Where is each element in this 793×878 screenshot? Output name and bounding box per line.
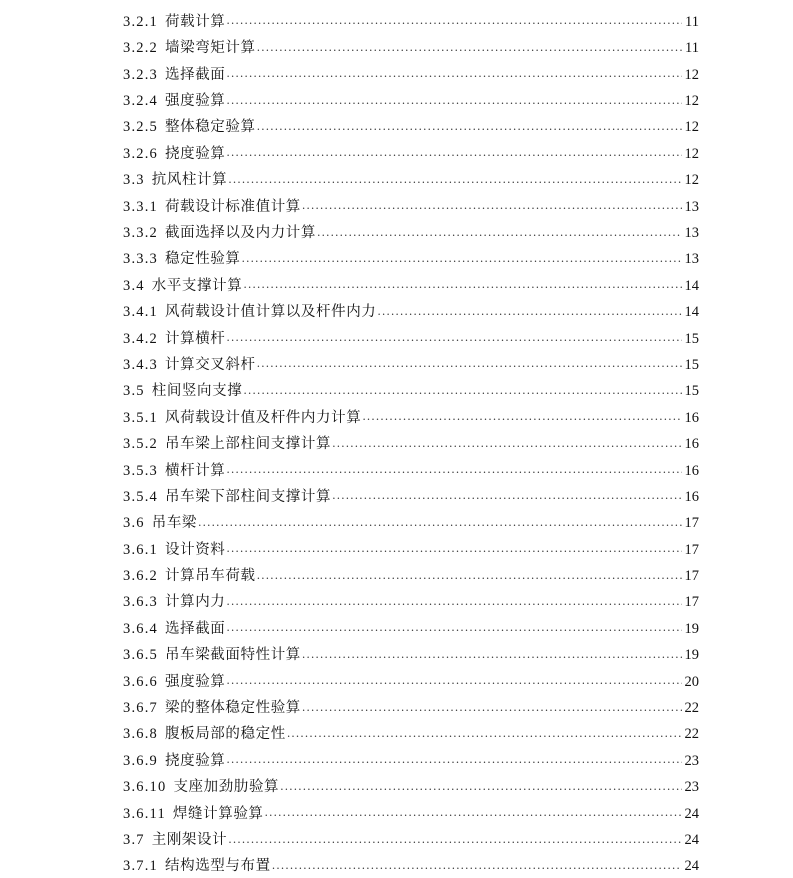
- dot-leader: [226, 754, 682, 765]
- section-title: 腹板局部的稳定性: [165, 726, 286, 743]
- dot-leader: [226, 15, 682, 26]
- section-title: 吊车梁: [151, 515, 198, 532]
- section-number: 3.5.1: [123, 409, 158, 426]
- dot-leader: [226, 543, 682, 554]
- toc-entry[interactable]: [123, 346, 699, 372]
- dot-leader: [362, 411, 682, 422]
- section-number: 3.6.7: [123, 700, 158, 717]
- dot-leader: [242, 253, 683, 264]
- section-title: 荷载计算: [165, 13, 226, 30]
- page-number: 22: [684, 726, 699, 743]
- toc-entry[interactable]: [123, 821, 699, 847]
- dot-leader: [302, 200, 682, 211]
- section-title: 吊车梁下部柱间支撑计算: [165, 488, 332, 505]
- section-number: 3.4.2: [123, 330, 158, 347]
- toc-entry[interactable]: [123, 399, 699, 425]
- page-number: 11: [685, 40, 699, 57]
- section-number: 3.6.10: [123, 779, 167, 796]
- page-number: 12: [684, 93, 699, 110]
- toc-entry[interactable]: [123, 82, 699, 108]
- dot-leader: [226, 464, 682, 475]
- dot-leader: [265, 807, 682, 818]
- page-number: 11: [685, 13, 699, 30]
- dot-leader: [257, 358, 682, 369]
- page-number: 17: [684, 541, 699, 558]
- section-number: 3.3.3: [123, 251, 158, 268]
- dot-leader: [226, 332, 682, 343]
- page-number: 17: [684, 594, 699, 611]
- toc-entry[interactable]: [123, 29, 699, 55]
- toc-entry[interactable]: [123, 241, 699, 267]
- toc-entry[interactable]: [123, 267, 699, 293]
- section-number: 3.5: [123, 383, 145, 400]
- page-number: 12: [684, 145, 699, 162]
- toc-entry[interactable]: [123, 372, 699, 398]
- toc-entry[interactable]: [123, 742, 699, 768]
- page-number: 16: [684, 462, 699, 479]
- dot-leader: [226, 147, 682, 158]
- section-number: 3.5.4: [123, 488, 158, 505]
- section-number: 3.4: [123, 277, 145, 294]
- section-title: 梁的整体稳定性验算: [165, 700, 301, 717]
- page-number: 12: [684, 66, 699, 83]
- page-number: 17: [684, 568, 699, 585]
- section-title: 焊缝计算验算: [172, 805, 264, 822]
- section-title: 柱间竖向支撑: [151, 383, 243, 400]
- section-title: 横杆计算: [165, 462, 226, 479]
- toc-entry[interactable]: [123, 848, 699, 874]
- section-title: 截面选择以及内力计算: [165, 225, 316, 242]
- section-title: 支座加劲肋验算: [173, 779, 280, 796]
- page-number: 23: [684, 779, 699, 796]
- section-title: 风荷载设计值计算以及杆件内力: [165, 304, 377, 321]
- section-title: 吊车梁上部柱间支撑计算: [165, 436, 332, 453]
- page-number: 14: [684, 277, 699, 294]
- section-title: 整体稳定验算: [165, 119, 256, 136]
- dot-leader: [317, 227, 682, 238]
- page-number: 19: [684, 647, 699, 664]
- section-number: 3.2.6: [123, 145, 158, 162]
- toc-entry[interactable]: [123, 716, 699, 742]
- section-title: 风荷载设计值及杆件内力计算: [165, 409, 362, 426]
- page-number: 24: [684, 805, 699, 822]
- toc-entry[interactable]: [123, 3, 699, 29]
- page-number: 20: [684, 673, 699, 690]
- section-number: 3.3.1: [123, 198, 158, 215]
- toc-entry[interactable]: [123, 689, 699, 715]
- toc-entry[interactable]: [123, 320, 699, 346]
- dot-leader: [287, 728, 682, 739]
- section-title: 计算横杆: [165, 330, 226, 347]
- dot-leader: [198, 517, 682, 528]
- toc-entry[interactable]: [123, 293, 699, 319]
- dot-leader: [226, 622, 682, 633]
- dot-leader: [226, 675, 682, 686]
- page-number: 13: [684, 251, 699, 268]
- section-number: 3.2.2: [123, 40, 158, 57]
- page-number: 23: [684, 752, 699, 769]
- page-number: 16: [684, 488, 699, 505]
- dot-leader: [226, 596, 682, 607]
- dot-leader: [377, 306, 682, 317]
- page-number: 16: [684, 436, 699, 453]
- page-number: 17: [684, 515, 699, 532]
- page-number: 12: [684, 172, 699, 189]
- dot-leader: [243, 279, 682, 290]
- dot-leader: [257, 570, 682, 581]
- section-number: 3.2.5: [123, 119, 158, 136]
- page-number: 12: [684, 119, 699, 136]
- page-number: 13: [684, 225, 699, 242]
- section-title: 抗风柱计算: [151, 172, 228, 189]
- toc-entry[interactable]: [123, 531, 699, 557]
- section-number: 3.5.3: [123, 462, 158, 479]
- dot-leader: [302, 649, 682, 660]
- section-title: 吊车梁截面特性计算: [165, 647, 301, 664]
- toc-entry[interactable]: [123, 557, 699, 583]
- section-number: 3.6.11: [123, 805, 166, 822]
- section-title: 墙梁弯矩计算: [165, 40, 256, 57]
- section-number: 3.6.4: [123, 620, 158, 637]
- page-number: 15: [684, 356, 699, 373]
- section-title: 挠度验算: [165, 145, 226, 162]
- section-title: 计算内力: [165, 594, 226, 611]
- toc-entry[interactable]: [123, 610, 699, 636]
- dot-leader: [332, 490, 682, 501]
- page-number: 14: [684, 304, 699, 321]
- toc-entry[interactable]: [123, 161, 699, 187]
- section-number: 3.2.3: [123, 66, 158, 83]
- page-number: 15: [684, 383, 699, 400]
- page-number: 19: [684, 620, 699, 637]
- dot-leader: [243, 385, 682, 396]
- page-number: 16: [684, 409, 699, 426]
- page-number: 15: [684, 330, 699, 347]
- dot-leader: [272, 860, 682, 871]
- page-number: 22: [684, 700, 699, 717]
- section-title: 设计资料: [165, 541, 226, 558]
- toc-entry[interactable]: [123, 478, 699, 504]
- toc-entry[interactable]: [123, 56, 699, 82]
- section-title: 选择截面: [165, 620, 226, 637]
- toc-entry[interactable]: [123, 425, 699, 451]
- dot-leader: [257, 42, 682, 53]
- section-title: 计算交叉斜杆: [165, 356, 256, 373]
- section-number: 3.3: [123, 172, 145, 189]
- dot-leader: [280, 781, 682, 792]
- section-number: 3.7.1: [123, 858, 158, 875]
- section-number: 3.7: [123, 832, 145, 848]
- section-number: 3.6.9: [123, 752, 158, 769]
- dot-leader: [228, 834, 682, 845]
- toc-entry[interactable]: [123, 214, 699, 240]
- dot-leader: [302, 702, 682, 713]
- section-number: 3.4.1: [123, 304, 158, 321]
- toc-entry[interactable]: [123, 663, 699, 689]
- section-number: 3.5.2: [123, 436, 158, 453]
- toc-entry[interactable]: [123, 584, 699, 610]
- section-title: 稳定性验算: [165, 251, 241, 268]
- page-number: 24: [684, 832, 699, 848]
- section-number: 3.6.8: [123, 726, 158, 743]
- section-number: 3.3.2: [123, 225, 158, 242]
- dot-leader: [226, 68, 682, 79]
- section-title: 选择截面: [165, 66, 226, 83]
- section-title: 主刚架设计: [151, 832, 228, 848]
- section-number: 3.6.1: [123, 541, 158, 558]
- section-number: 3.2.4: [123, 93, 158, 110]
- toc-entry[interactable]: [123, 768, 699, 794]
- toc-entry[interactable]: [123, 135, 699, 161]
- section-number: 3.4.3: [123, 356, 158, 373]
- table-of-contents: [123, 0, 699, 874]
- section-number: 3.6.3: [123, 594, 158, 611]
- section-title: 强度验算: [165, 93, 226, 110]
- toc-entry[interactable]: [123, 452, 699, 478]
- toc-entry[interactable]: [123, 504, 699, 530]
- page-number: 24: [684, 858, 699, 875]
- toc-entry[interactable]: [123, 795, 699, 821]
- section-number: 3.6.6: [123, 673, 158, 690]
- page-number: 13: [684, 198, 699, 215]
- dot-leader: [226, 95, 682, 106]
- section-title: 荷载设计标准值计算: [165, 198, 301, 215]
- section-title: 强度验算: [165, 673, 226, 690]
- dot-leader: [332, 438, 682, 449]
- section-title: 结构选型与布置: [165, 858, 271, 875]
- toc-entry[interactable]: [123, 636, 699, 662]
- dot-leader: [228, 174, 682, 185]
- section-number: 3.6: [123, 515, 145, 532]
- section-title: 水平支撑计算: [151, 277, 243, 294]
- section-number: 3.6.5: [123, 647, 158, 664]
- section-number: 3.2.1: [123, 13, 158, 30]
- section-title: 计算吊车荷载: [165, 568, 256, 585]
- section-number: 3.6.2: [123, 568, 158, 585]
- toc-entry[interactable]: [123, 109, 699, 135]
- toc-entry[interactable]: [123, 188, 699, 214]
- dot-leader: [257, 121, 682, 132]
- section-title: 挠度验算: [165, 752, 226, 769]
